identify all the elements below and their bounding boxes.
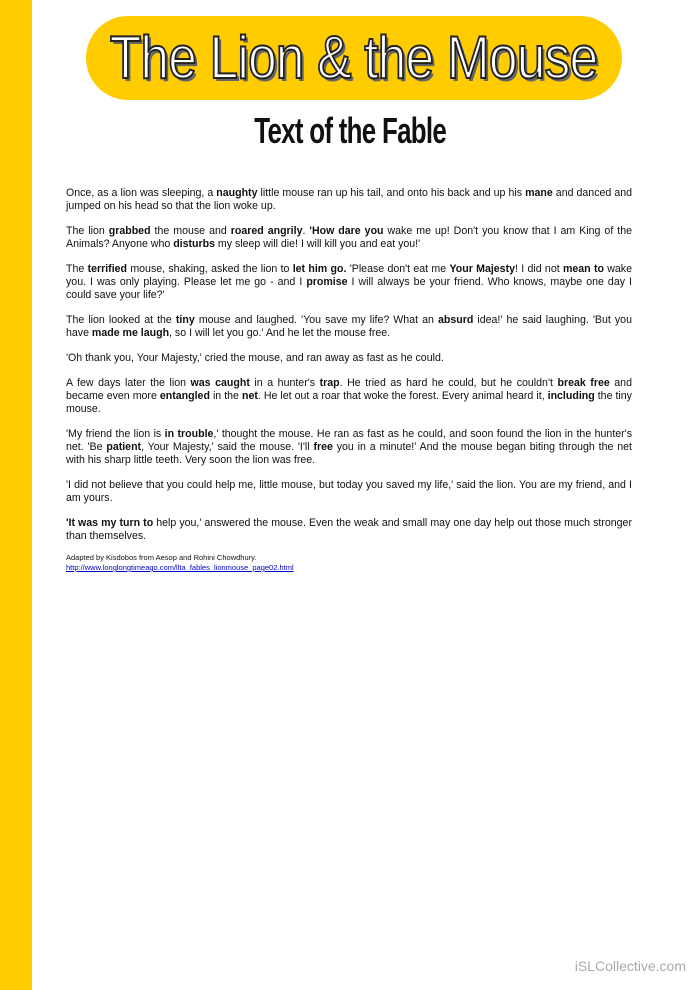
paragraph [66, 225, 632, 251]
paragraph [66, 352, 632, 365]
bold-vocabulary: terrified [87, 263, 128, 275]
text-segment: . [302, 225, 310, 237]
text-segment: . He let out a roar that woke the forest. Every animal heard it, [257, 390, 548, 402]
text-segment: my sleep will die! I will kill you and eat you!' [214, 238, 421, 250]
bold-vocabulary: grabbed [108, 225, 151, 237]
text-segment: , so I will let you go.' And he let the mouse free. [169, 327, 391, 339]
text-segment: mouse and laughed. 'You save my life? What an [194, 314, 438, 326]
text-segment: idea!' he said laughing. 'But you have [66, 314, 632, 339]
bold-vocabulary: 'How dare you [309, 225, 384, 237]
bold-vocabulary: free [313, 441, 333, 453]
text-segment: I will always be your friend. Who knows, maybe one day I could save your life?' [66, 276, 632, 301]
bold-vocabulary: mean to [562, 263, 604, 275]
page-subtitle: Text of the Fable [254, 110, 446, 151]
text-segment: little mouse ran up his tail, and onto his back and up his [257, 187, 526, 199]
watermark: iSLCollective.com [574, 958, 686, 974]
fable-text [66, 187, 632, 573]
text-segment: and became even more [66, 377, 632, 402]
text-segment: , Your Majesty,' said the mouse. 'I'll [141, 441, 314, 453]
bold-vocabulary: naughty [216, 187, 258, 199]
bold-vocabulary: patient [106, 441, 142, 453]
text-segment: ! I did not [514, 263, 563, 275]
text-segment: ,' thought the mouse. He ran as fast as he could, and soon found the lion in the hunter's net. 'Be [66, 428, 632, 453]
credit-text: Adapted by Kisdobos from Aesop and Rohini Chowdhury. [66, 553, 257, 562]
text-segment: help you,' answered the mouse. Even the weak and small may one day help out those much stronger than themselves. [66, 517, 632, 542]
text-segment: The lion [66, 225, 109, 237]
bold-vocabulary: break free [557, 377, 610, 389]
paragraph [66, 314, 632, 340]
bold-vocabulary: let him go. [292, 263, 347, 275]
text-segment: 'Please don't eat me [346, 263, 450, 275]
text-segment: 'My friend the lion is [66, 428, 165, 440]
text-segment: you in a minute!' And the mouse began biting through the net with his sharp little teeth. Very soon the lion was free. [66, 441, 632, 466]
bold-vocabulary: in trouble [164, 428, 214, 440]
text-segment: mouse, shaking, asked the lion to [127, 263, 293, 275]
text-segment: in the [209, 390, 242, 402]
title-container [86, 16, 622, 100]
text-segment: the tiny mouse. [66, 390, 632, 415]
text-segment: wake me up! Don't you know that I am King of the Animals? Anyone who [66, 225, 632, 250]
text-segment: 'I did not believe that you could help me, little mouse, but today you saved my life,' said the lion. You are my friend, and I am yours. [66, 479, 632, 504]
text-segment: in a hunter's [249, 377, 320, 389]
bold-vocabulary: made me laugh [91, 327, 170, 339]
text-segment: The [66, 263, 88, 275]
text-segment: the mouse and [150, 225, 231, 237]
page-title: The Lion & the Mouse [110, 24, 598, 91]
bold-vocabulary: disturbs [173, 238, 215, 250]
bold-vocabulary: 'It was my turn to [66, 517, 154, 529]
bold-vocabulary: Your Majesty [449, 263, 515, 275]
credit [66, 553, 632, 573]
subtitle-container [0, 110, 700, 152]
text-segment: wake you. I was only playing. Please let me go - and I [66, 263, 632, 288]
paragraph [66, 428, 632, 467]
bold-vocabulary: entangled [159, 390, 210, 402]
paragraphs [66, 187, 632, 543]
bold-vocabulary: net [241, 390, 258, 402]
paragraph [66, 517, 632, 543]
bold-vocabulary: was caught [190, 377, 250, 389]
source-link[interactable]: http://www.longlongtimeago.com/llta_fables_lionmouse_page02.html [66, 563, 294, 572]
bold-vocabulary: promise [306, 276, 348, 288]
bold-vocabulary: roared angrily [230, 225, 303, 237]
bold-vocabulary: mane [525, 187, 553, 199]
text-segment: A few days later the lion [66, 377, 191, 389]
text-segment: . He tried as hard he could, but he couldn't [339, 377, 558, 389]
bold-vocabulary: including [547, 390, 595, 402]
bold-vocabulary: absurd [437, 314, 474, 326]
text-segment: The lion looked at the [66, 314, 176, 326]
paragraph [66, 263, 632, 302]
paragraph [66, 479, 632, 505]
text-segment: Once, as a lion was sleeping, a [66, 187, 217, 199]
paragraph [66, 187, 632, 213]
bold-vocabulary: tiny [175, 314, 195, 326]
paragraph [66, 377, 632, 416]
bold-vocabulary: trap [319, 377, 340, 389]
text-segment: 'Oh thank you, Your Majesty,' cried the mouse, and ran away as fast as he could. [66, 352, 444, 364]
text-segment: and danced and jumped on his head so that the lion woke up. [66, 187, 633, 212]
